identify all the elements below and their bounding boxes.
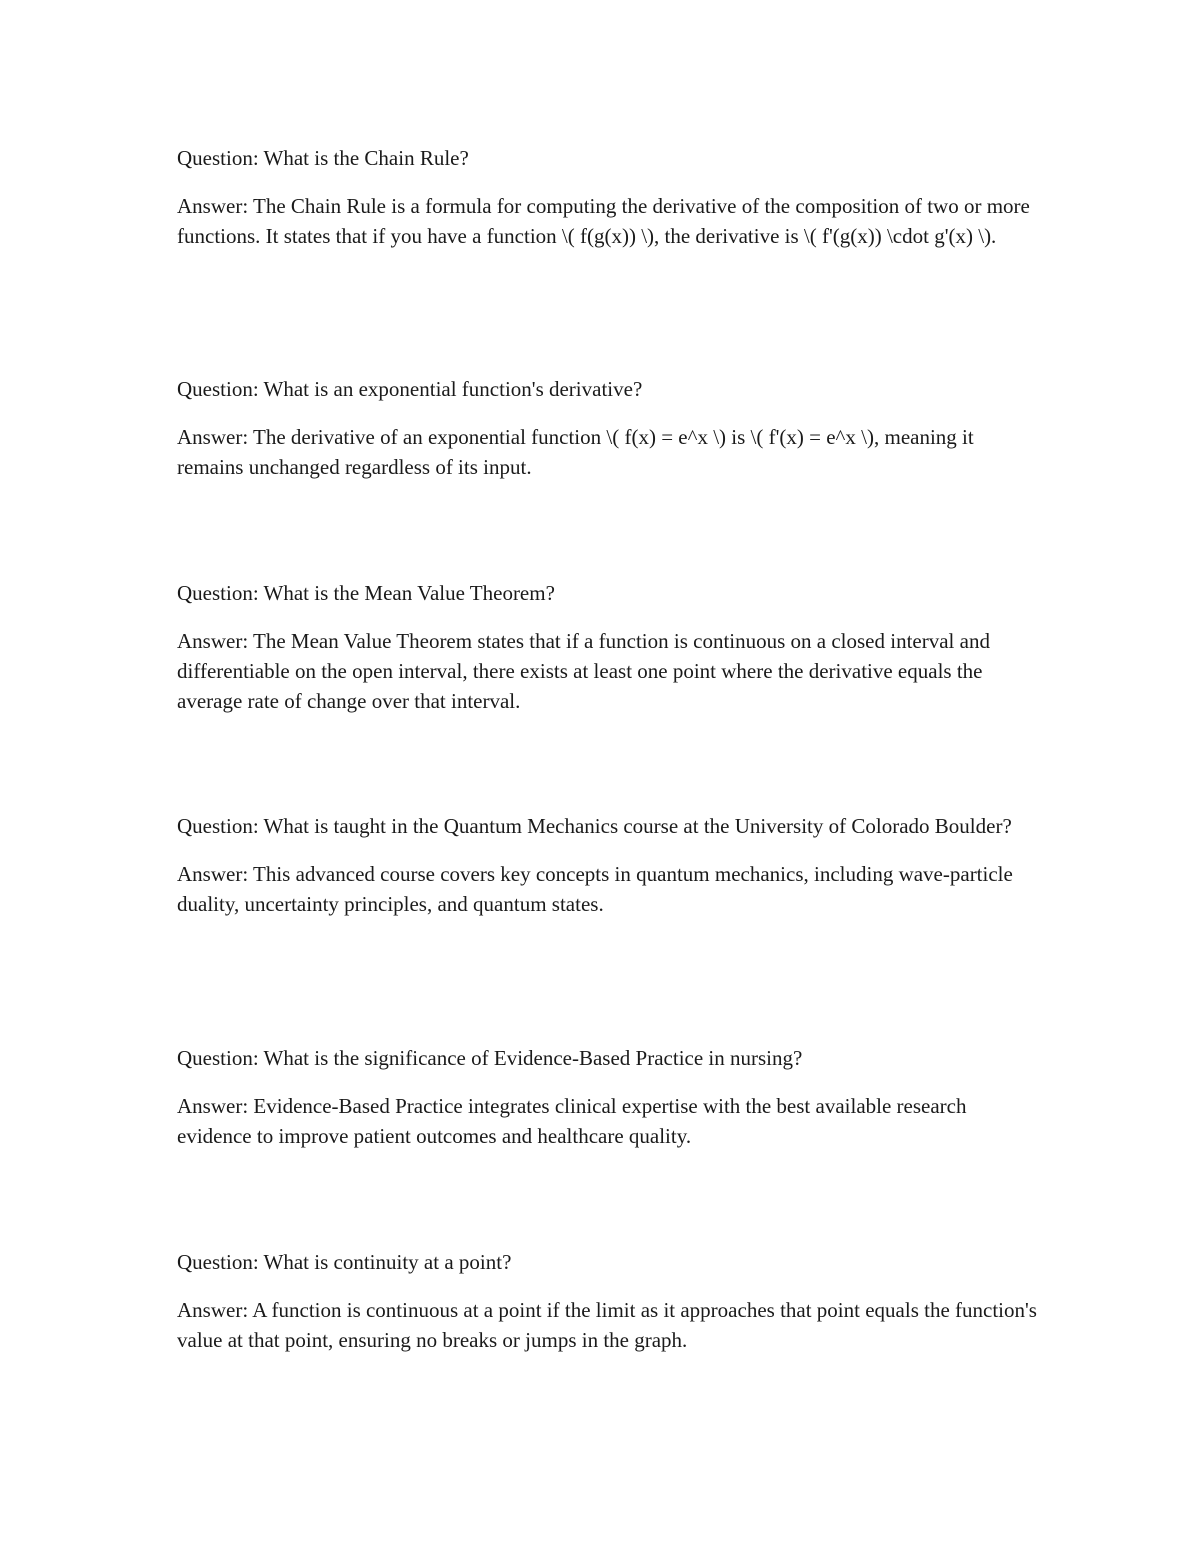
answer-text: Answer: The Mean Value Theorem states that if a function is continuous on a closed interval and differentiable on the open interval, there exists at least one point where the derivative equals the average rate of change over that interval. bbox=[177, 629, 990, 713]
qa-block bbox=[177, 811, 1037, 919]
qa-block bbox=[177, 578, 1037, 716]
question-text: Question: What is the Chain Rule? bbox=[177, 146, 469, 170]
question-text: Question: What is continuity at a point? bbox=[177, 1250, 512, 1274]
qa-block bbox=[177, 1043, 1037, 1151]
qa-block bbox=[177, 374, 1037, 482]
question-text: Question: What is an exponential function's derivative? bbox=[177, 377, 643, 401]
answer-text: Answer: Evidence-Based Practice integrates clinical expertise with the best available research evidence to improve patient outcomes and healthcare quality. bbox=[177, 1094, 967, 1148]
question-text: Question: What is the significance of Evidence-Based Practice in nursing? bbox=[177, 1046, 803, 1070]
qa-block bbox=[177, 143, 1037, 251]
answer-text: Answer: A function is continuous at a point if the limit as it approaches that point equals the function's value at that point, ensuring no breaks or jumps in the graph. bbox=[177, 1298, 1037, 1352]
qa-block bbox=[177, 1247, 1037, 1355]
question-text: Question: What is the Mean Value Theorem? bbox=[177, 581, 555, 605]
answer-text: Answer: The Chain Rule is a formula for computing the derivative of the composition of two or more functions. It states that if you have a function \( f(g(x)) \), the derivative is \( f'(g(x)) \cdot g'(x) \). bbox=[177, 194, 1030, 248]
answer-text: Answer: This advanced course covers key concepts in quantum mechanics, including wave-particle duality, uncertainty principles, and quantum states. bbox=[177, 862, 1013, 916]
question-text: Question: What is taught in the Quantum Mechanics course at the University of Colorado Boulder? bbox=[177, 814, 1012, 838]
answer-text: Answer: The derivative of an exponential function \( f(x) = e^x \) is \( f'(x) = e^x \), meaning it remains unchanged regardless of its input. bbox=[177, 425, 974, 479]
